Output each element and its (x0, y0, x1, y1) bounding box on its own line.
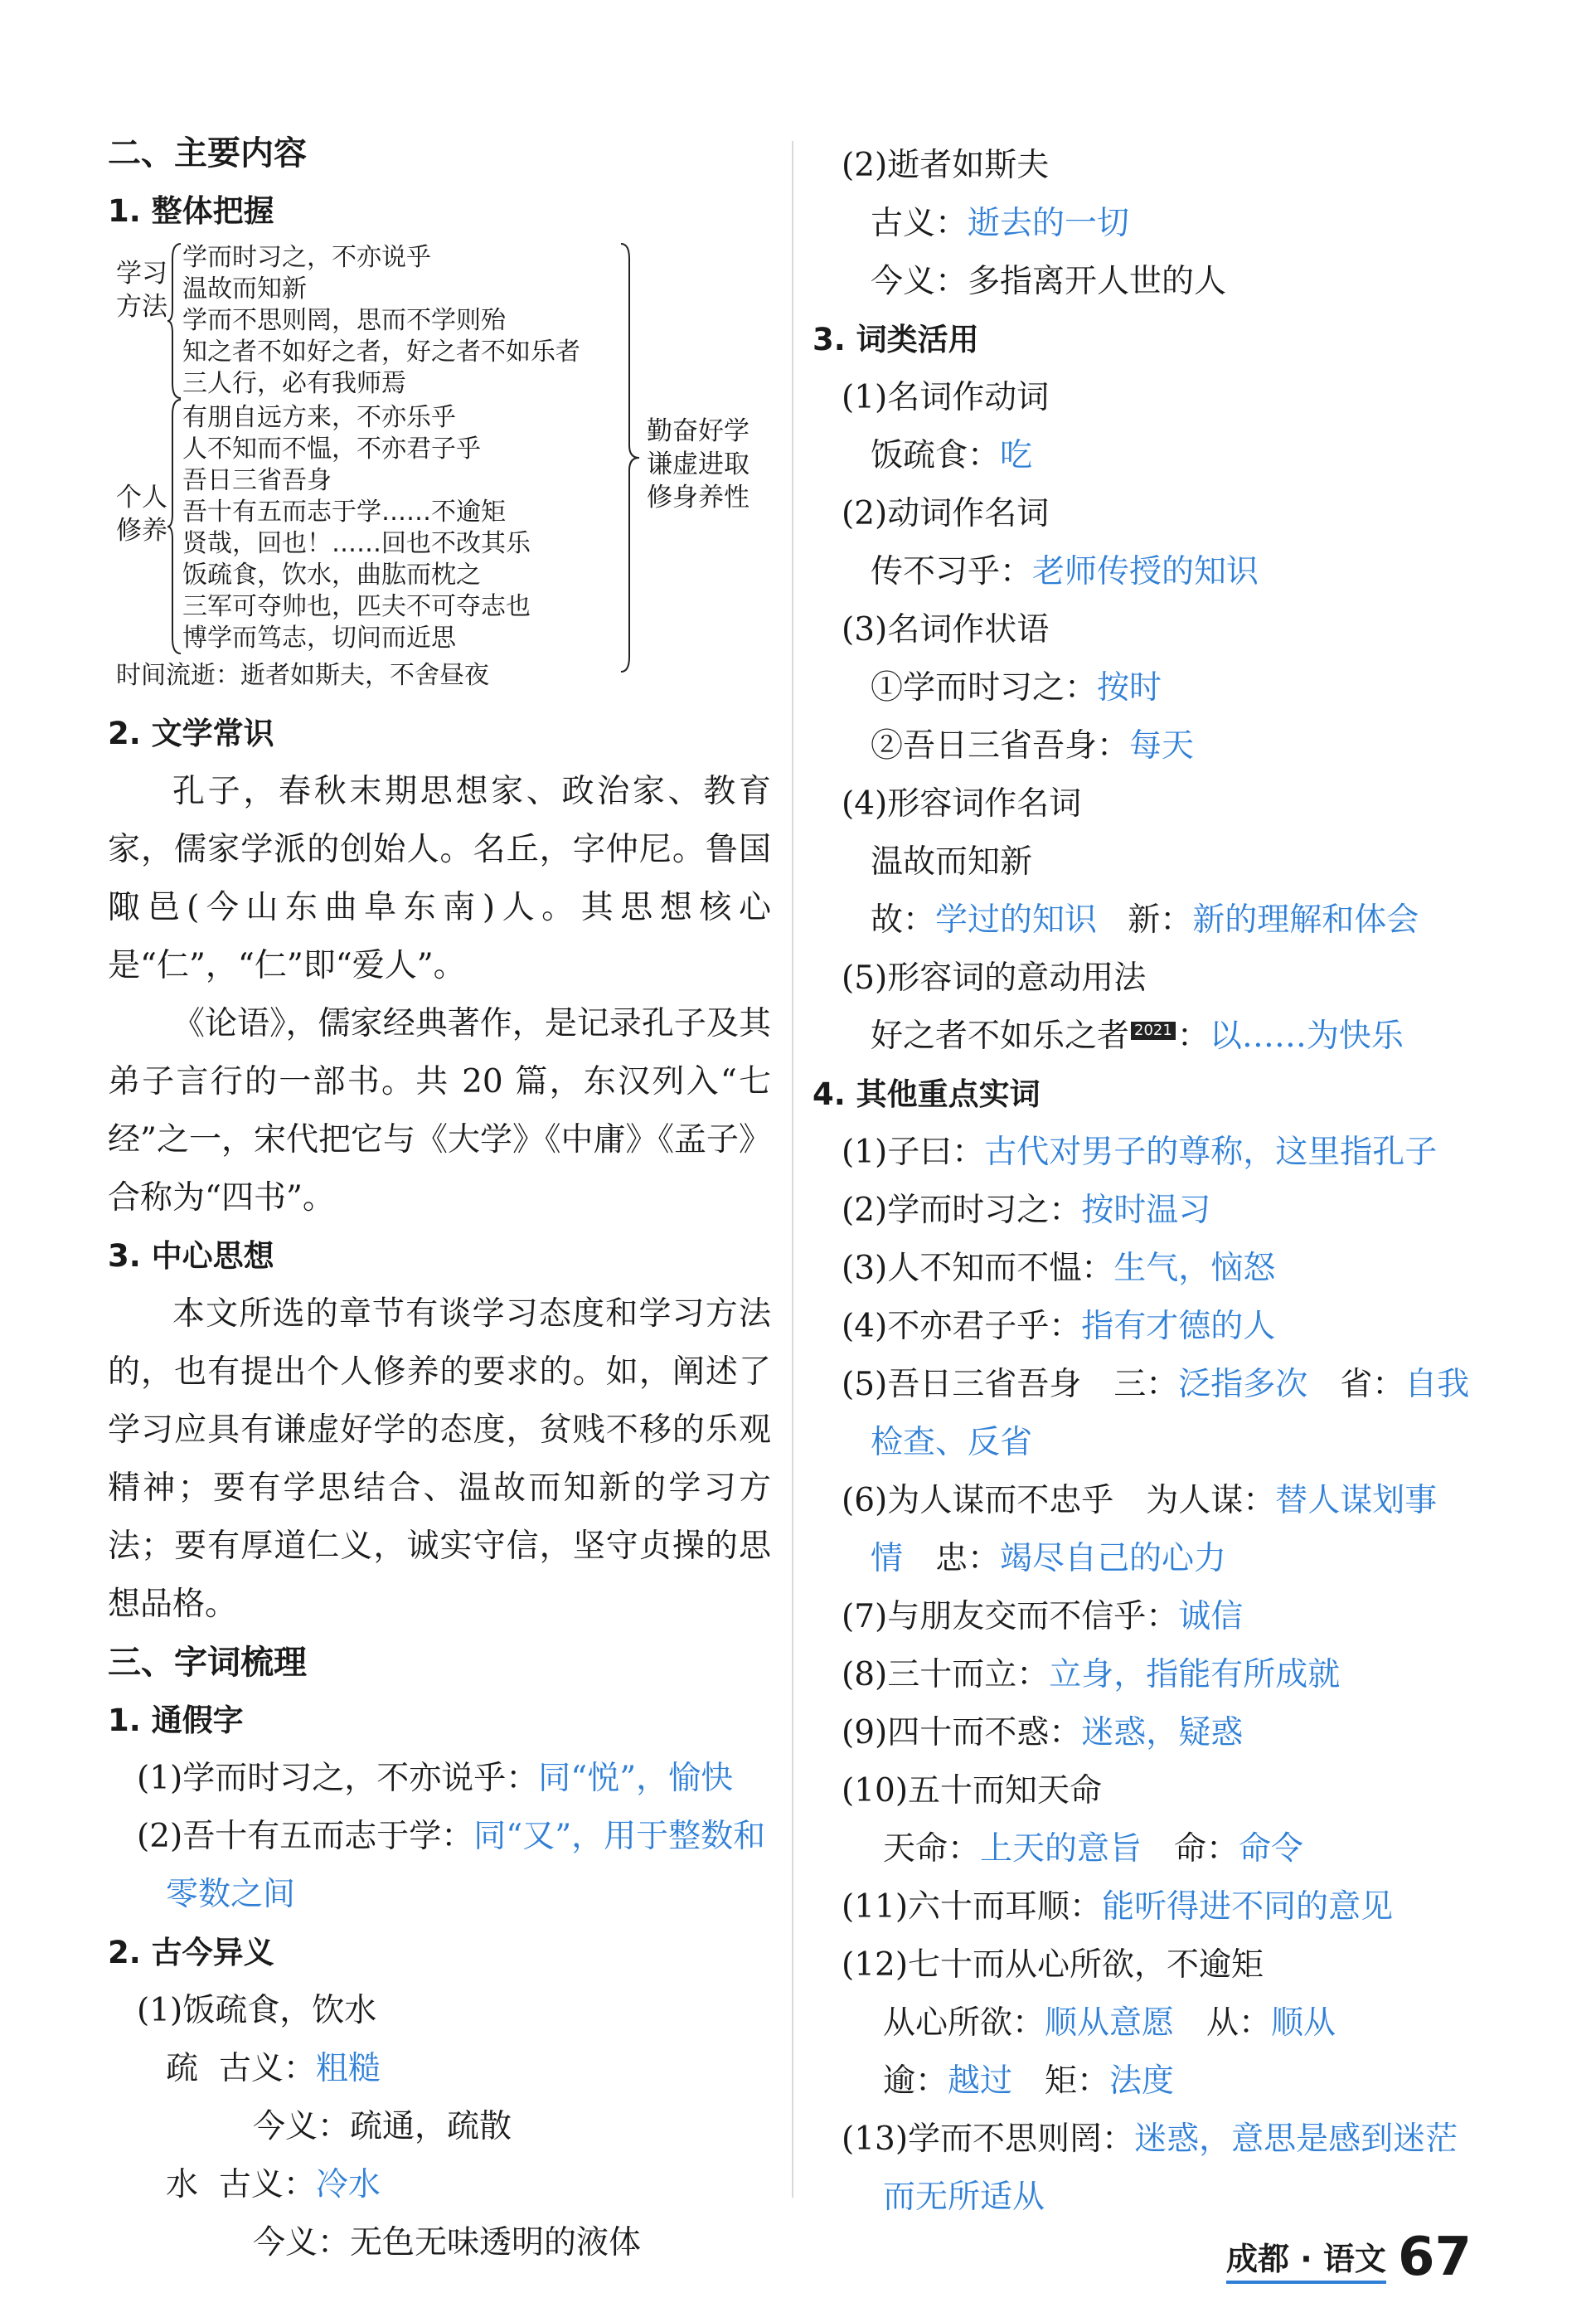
subsection-word-class: 3. 词类活用 (813, 322, 979, 357)
footer-edition: 成都 · 语文 (1226, 2233, 1386, 2284)
self-item-2: 人不知而不愠，不亦君子乎 (182, 435, 481, 464)
kw-10: (10)五十而知天命 (842, 1772, 1103, 1810)
section-title-words: 三、字词梳理 (108, 1644, 307, 1682)
gujin-1-shu-jin: 今义：疏通，疏散 (253, 2108, 512, 2145)
wc-3: (3)名词作状语 (842, 611, 1050, 649)
kw-6-cont: 情 忠：竭尽自己的心力 (871, 1540, 1227, 1577)
study-item-1: 学而时习之，不亦说乎 (182, 243, 431, 272)
paragraph-confucius: 孔子，春秋末期思想家、政治家、教育家，儒家学派的创始人。名丘，字仲尼。鲁国陬邑(今山东曲阜东南)人。其思想核心是“仁”，“仁”即“爱人”。 (108, 773, 771, 984)
kw-4: (4)不亦君子乎：指有才德的人 (842, 1308, 1276, 1345)
subsection-gujin: 2. 古今异义 (108, 1935, 274, 1970)
gujin-2-jin: 今义：多指离开人世的人 (871, 263, 1227, 300)
page-number: 67 (1397, 2227, 1472, 2288)
wc-5-ex: 好之者不如乐之者 2021 ：以……为快乐 (871, 1018, 1404, 1055)
study-item-4: 知之者不如好之者，好之者不如乐者 (182, 338, 580, 367)
tongjia-2-cont: 零数之间 (166, 1876, 296, 1913)
summary-labels (647, 415, 749, 514)
summary-1: 勤奋好学 (647, 416, 749, 446)
brace-self (167, 398, 184, 655)
kw-11: (11)六十而耳顺：能听得进不同的意见 (842, 1888, 1394, 1926)
subsection-overall: 1. 整体把握 (108, 193, 274, 229)
right-column (813, 137, 1476, 2227)
wc-3-ex2: ②吾日三省吾身：每天 (871, 727, 1195, 765)
kw-3: (3)人不知而不愠：生气，恼怒 (842, 1250, 1276, 1287)
wc-4: (4)形容词作名词 (842, 785, 1082, 823)
self-item-4: 吾十有五而志于学……不逾矩 (182, 498, 506, 527)
label-self-cultivation: 个人修养 (116, 483, 167, 546)
self-item-5: 贤哉，回也！……回也不改其乐 (182, 529, 531, 558)
left-column (108, 124, 771, 2272)
kw-1: (1)子曰：古代对男子的尊称，这里指孔子 (842, 1134, 1438, 1171)
kw-12-ans2: 逾：越过 矩：法度 (883, 2062, 1175, 2100)
kw-2: (2)学而时习之：按时温习 (842, 1192, 1211, 1229)
kw-13-cont: 而无所适从 (883, 2179, 1045, 2216)
wc-2-ex: 传不习乎：老师传授的知识 (871, 553, 1259, 590)
wc-1: (1)名词作动词 (842, 379, 1050, 416)
page-footer (1226, 2227, 1472, 2288)
brace-study (167, 242, 184, 400)
self-item-1: 有朋自远方来，不亦乐乎 (182, 403, 456, 432)
wc-1-ex: 饭疏食：吃 (871, 437, 1033, 474)
paragraph-central-idea: 本文所选的章节有谈学习态度和学习方法的，也有提出个人修养的要求的。如，阐述了学习应具有谦虚好学的态度，贫贱不移的乐观精神；要有学思结合、温故而知新的学习方法；要有厚道仁义，诚实守信，坚守贞操的思想品格。 (108, 1295, 771, 1623)
kw-10-ans: 天命：上天的意旨 命：命令 (883, 1830, 1304, 1868)
study-item-2: 温故而知新 (182, 274, 307, 304)
gujin-1-shu: 疏 古义：粗糙 (166, 2050, 381, 2087)
brace-summary (618, 242, 643, 673)
subsection-central-idea: 3. 中心思想 (108, 1238, 274, 1274)
year-badge: 2021 (1131, 1022, 1176, 1040)
structure-diagram (108, 240, 788, 705)
kw-9: (9)四十而不惑：迷惑，疑惑 (842, 1714, 1244, 1751)
kw-13: (13)学而不思则罔：迷惑，意思是感到迷茫 (842, 2120, 1458, 2158)
self-item-7: 三军可夺帅也，匹夫不可夺志也 (182, 592, 531, 621)
subsection-key-words: 4. 其他重点实词 (813, 1076, 1041, 1112)
summary-3: 修身养性 (647, 483, 749, 512)
column-divider (792, 141, 793, 2198)
gujin-1-shui-jin: 今义：无色无味透明的液体 (253, 2224, 642, 2261)
kw-8: (8)三十而立：立身，指能有所成就 (842, 1656, 1341, 1693)
self-item-8: 博学而笃志，切问而近思 (182, 624, 456, 653)
study-item-3: 学而不思则罔，思而不学则殆 (182, 306, 506, 335)
self-item-6: 饭疏食，饮水，曲肱而枕之 (182, 561, 481, 590)
kw-5: (5)吾日三省吾身 三：泛指多次 省：自我 (842, 1366, 1470, 1403)
subsection-literature: 2. 文学常识 (108, 716, 274, 751)
wc-2: (2)动词作名词 (842, 495, 1050, 532)
wc-4-ans: 故：学过的知识 新：新的理解和体会 (871, 901, 1419, 939)
label-study-method: 学习方法 (116, 259, 167, 322)
tongjia-1: (1)学而时习之，不亦说乎：同“悦”，愉快 (137, 1760, 734, 1797)
kw-12-ans1: 从心所欲：顺从意愿 从：顺从 (883, 2004, 1336, 2042)
study-item-5: 三人行，必有我师焉 (182, 369, 406, 398)
wc-3-ex1: ①学而时习之：按时 (871, 669, 1162, 707)
key-words-1-4 (813, 1124, 1476, 1356)
gujin-2: (2)逝者如斯夫 (842, 147, 1050, 184)
self-item-3: 吾日三省吾身 (182, 466, 332, 495)
subsection-tongjia: 1. 通假字 (108, 1703, 244, 1738)
time-item: 时间流逝：逝者如斯夫，不舍昼夜 (116, 661, 489, 690)
kw-7: (7)与朋友交而不信乎：诚信 (842, 1598, 1244, 1635)
gujin-2-gu: 古义：逝去的一切 (871, 205, 1130, 242)
gujin-1: (1)饭疏食，饮水 (137, 1992, 377, 2029)
wc-4-ex: 温故而知新 (871, 843, 1033, 881)
kw-12: (12)七十而从心所欲，不逾矩 (842, 1946, 1264, 1984)
wc-5: (5)形容词的意动用法 (842, 959, 1147, 997)
section-title-main-content: 二、主要内容 (108, 134, 307, 172)
gujin-1-shui: 水 古义：冷水 (166, 2166, 381, 2203)
tongjia-2: (2)吾十有五而志于学：同“又”，用于整数和 (137, 1818, 766, 1855)
kw-6: (6)为人谋而不忠乎 为人谋：替人谋划事 (842, 1482, 1438, 1519)
kw-5-cont: 检查、反省 (871, 1424, 1033, 1461)
summary-2: 谦虚进取 (647, 449, 749, 479)
paragraph-analects: 《论语》，儒家经典著作，是记录孔子及其弟子言行的一部书。共 20 篇，东汉列入“七经”之一，宋代把它与《大学》《中庸》《孟子》合称为“四书”。 (108, 1005, 771, 1217)
